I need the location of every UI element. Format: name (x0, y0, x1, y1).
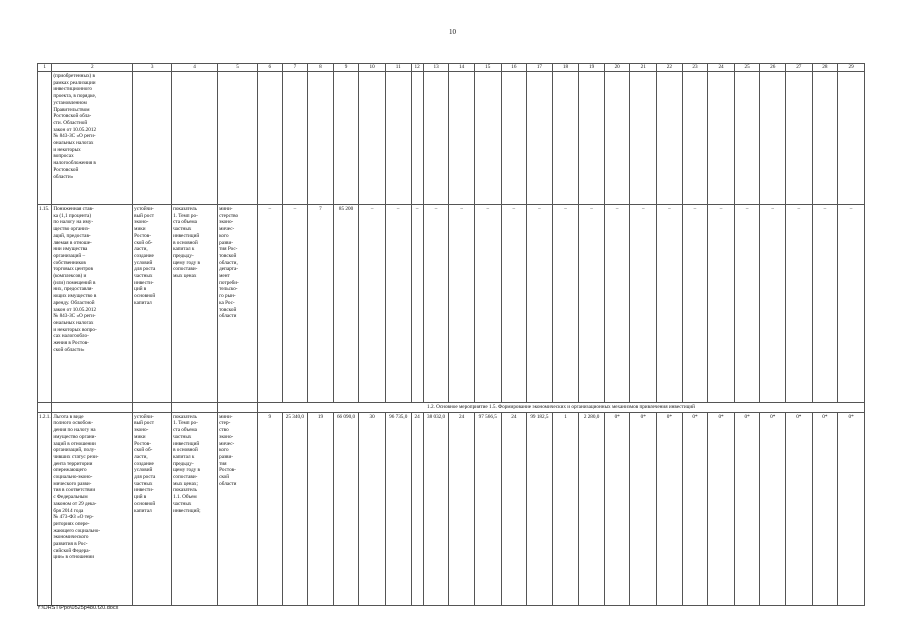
value-cell: – (552, 205, 579, 403)
value-cell: – (359, 205, 386, 403)
value-cell: 1 (552, 412, 579, 605)
value-cell: – (411, 205, 423, 403)
table-row (38, 412, 865, 605)
value-cell: 0* (734, 412, 760, 605)
column-number: 21 (630, 64, 657, 72)
benefit-description: Пониженная став- ка (1,1 процента) по налогу на иму- щество организ- аций, предостав- ляемая в отноше- нии имущества организаций – собственников торговых центров (комплексов) и (или) помещений в них, предоставля- ющих имущество в аренду. Областной закон от 10.05.2012 № 843-ЗС «О реги- ональных налогах и некоторых вопро- сах налогообло- жения в Ростов- ской области» (52, 205, 133, 403)
value-cell: – (708, 205, 735, 403)
column-number: 2 (52, 64, 133, 72)
indicator-cell: показатель 1. Темп ро- ста объема частных инвестиций в основной капитал к предыду- щему году в сопостави- мых ценах (172, 205, 218, 403)
value-cell: – (423, 205, 449, 403)
column-number: 17 (527, 64, 553, 72)
column-number: 29 (838, 64, 865, 72)
value-cell: – (501, 205, 527, 403)
column-number: 26 (760, 64, 786, 72)
value-cell: 0* (760, 412, 786, 605)
section-row (38, 403, 865, 413)
column-number: 1 (38, 64, 52, 72)
row-number-cell (38, 72, 52, 205)
value-cell: – (657, 205, 683, 403)
value-cell: – (449, 205, 475, 403)
value-cell: – (282, 205, 308, 403)
tax-benefits-table (37, 63, 865, 606)
goal-cell: устойчи- вый рост эконо- мики Ростов- ской об- ласти, создание условий для роста частных инвести- ций в основной капитал (133, 412, 172, 605)
value-cell: 97 566,5 (474, 412, 501, 605)
value-cell: – (786, 205, 813, 403)
column-number: 25 (734, 64, 760, 72)
value-cell: – (630, 205, 657, 403)
column-number: 7 (282, 64, 308, 72)
value-cell: – (682, 205, 708, 403)
value-cell: – (385, 205, 411, 403)
value-cell: 85 200 (333, 205, 359, 403)
benefit-description: (приобретенных) в рамках реализации инвестиционного проекта, в порядке, установленном Правительством Ростовской обла- сти. Областной закон от 10.05.2012 № 843-ЗС «О реги- ональных налогах и некоторых вопросах налогообложения в Ростовской области» (52, 72, 133, 205)
value-cell: 0* (630, 412, 657, 605)
value-cell: – (812, 205, 838, 403)
value-cell: 24 (411, 412, 423, 605)
value-cell: 0* (708, 412, 735, 605)
column-number: 27 (786, 64, 813, 72)
value-cell: – (838, 205, 865, 403)
column-number: 14 (449, 64, 475, 72)
value-cell: 0* (838, 412, 865, 605)
column-number: 8 (308, 64, 334, 72)
file-path-footer: Y:\ORST\Ppo\0525p480.f20.docx (37, 605, 119, 611)
column-number: 20 (604, 64, 630, 72)
value-cell: 7 (308, 205, 334, 403)
value-cell: 0* (786, 412, 813, 605)
value-cell: – (734, 205, 760, 403)
column-number-row (38, 64, 865, 72)
curator-cell: мини- стер- ство эконо- мичес- кого разви- тия Ростов- ской области (218, 412, 258, 605)
column-number: 6 (258, 64, 283, 72)
goal-cell: устойчи- вый рост эконо- мики Ростов- ской об- ласти, создание условий для роста частных инвести- ций в основной капитал (133, 205, 172, 403)
value-cell: 30 (359, 412, 386, 605)
value-cell: 24 (449, 412, 475, 605)
column-number: 28 (812, 64, 838, 72)
value-cell: 19 (308, 412, 334, 605)
column-number: 22 (657, 64, 683, 72)
curator-cell: мини- стерство эконо- мичес- кого разви- тия Рос- товской области, департа- мент потреби- тельско- го рын- ка Рос- товской области (218, 205, 258, 403)
value-cell: – (604, 205, 630, 403)
benefit-description: Льгота в виде полного освобож- дения по налогу на имущество органи- заций в отношении организаций, полу- чивших статус рези- дента территории опережающего социально-эконо- мического разви- тия в соответствии с Федеральным законом от 29 дека- бря 2014 года № 473-ФЗ «О тер- риториях опере- жающего социально- экономического развития в Рос- сийской Федера- ции» в отношении (52, 412, 133, 605)
indicator-cell: показатель 1. Темп ро- ста объема частных инвестиций в основной капитал к предыду- щему году в сопостави- мых ценах; показатель 1.1. Объем частных инвестиций; (172, 412, 218, 605)
value-cell: – (760, 205, 786, 403)
column-number: 11 (385, 64, 411, 72)
value-cell: 0* (682, 412, 708, 605)
value-cell: 2 280,0 (579, 412, 605, 605)
table-row (38, 72, 865, 205)
column-number: 13 (423, 64, 449, 72)
value-cell: – (474, 205, 501, 403)
value-cell: 99 182,5 (527, 412, 553, 605)
value-cell: 0* (812, 412, 838, 605)
column-number: 19 (579, 64, 605, 72)
value-cell: 0* (657, 412, 683, 605)
column-number: 10 (359, 64, 386, 72)
value-cell: – (258, 205, 283, 403)
table-row (38, 205, 865, 403)
value-cell: 9 (258, 412, 283, 605)
column-number: 23 (682, 64, 708, 72)
page-number: 10 (449, 28, 456, 36)
column-number: 4 (172, 64, 218, 72)
value-cell: 25 340,0 (282, 412, 308, 605)
column-number: 3 (133, 64, 172, 72)
section-heading: 1.2. Основное мероприятие 1.5. Формирование экономических и организационных механизмов привлечения инвестиций (258, 403, 865, 413)
value-cell: 0* (604, 412, 630, 605)
column-number: 15 (474, 64, 501, 72)
column-number: 12 (411, 64, 423, 72)
column-number: 9 (333, 64, 359, 72)
value-cell: 24 (501, 412, 527, 605)
value-cell: 96 735,0 (385, 412, 411, 605)
value-cell: – (579, 205, 605, 403)
column-number: 24 (708, 64, 735, 72)
value-cell: – (527, 205, 553, 403)
value-cell: 66 090,0 (333, 412, 359, 605)
row-number: 1.2.1. (38, 412, 52, 605)
column-number: 16 (501, 64, 527, 72)
value-cell: 38 032,0 (423, 412, 449, 605)
column-number: 5 (218, 64, 258, 72)
column-number: 18 (552, 64, 579, 72)
row-number: 1.15. (38, 205, 52, 403)
